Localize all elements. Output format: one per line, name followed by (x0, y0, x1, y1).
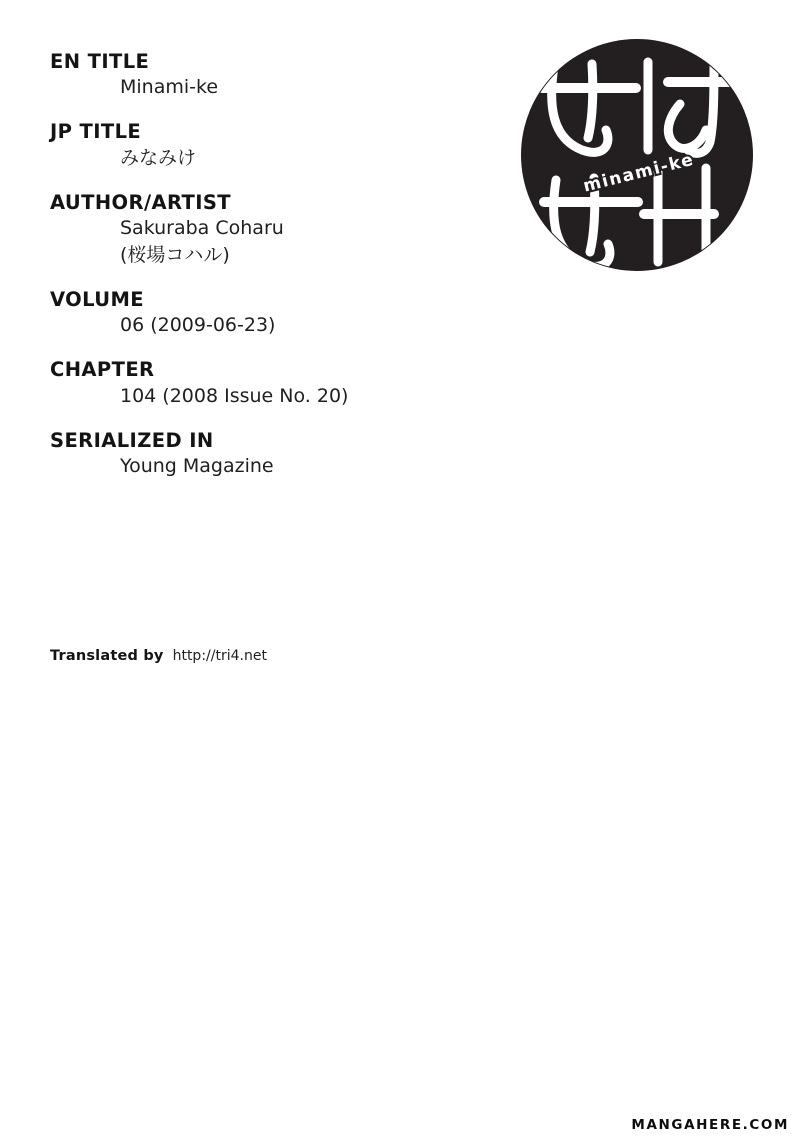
field-chapter (50, 358, 510, 409)
field-volume (50, 288, 510, 339)
logo-romaji: minami-ke (581, 149, 697, 197)
field-label: JP TITLE (50, 120, 142, 144)
field-author-artist (50, 191, 510, 269)
value-line: Sakuraba Coharu (120, 217, 284, 240)
translator-credit (50, 648, 267, 664)
value-line: 06 (2009-06-23) (120, 314, 276, 337)
translator-label: Translated by (50, 648, 164, 664)
field-label: EN TITLE (50, 50, 150, 73)
field-serialized-in (50, 429, 510, 480)
value-line: 104 (2008 Issue No. 20) (120, 384, 349, 407)
logo-romaji-group (581, 150, 696, 197)
field-en-title (50, 50, 510, 101)
value-line: Minami-ke (120, 76, 219, 99)
field-value (50, 312, 510, 339)
field-label: AUTHOR/ARTIST (50, 190, 231, 214)
value-line: (桜場コハル) (120, 244, 230, 267)
minami-ke-logo (508, 26, 766, 284)
field-label: CHAPTER (50, 358, 155, 382)
field-label: SERIALIZED IN (50, 428, 214, 452)
translator-link[interactable]: http://tri4.net (172, 648, 267, 664)
value-line: Young Magazine (120, 455, 274, 478)
value-line: みなみけ (120, 146, 197, 169)
field-value (50, 453, 510, 480)
field-value (50, 215, 510, 269)
field-label: VOLUME (50, 288, 145, 311)
metadata-list (50, 50, 510, 499)
site-watermark: MANGAHERE.COM (628, 1116, 792, 1134)
field-value (50, 74, 510, 101)
field-jp-title (50, 120, 510, 171)
field-value (50, 145, 510, 172)
logo-glyphs (508, 26, 766, 284)
field-value (50, 383, 510, 410)
